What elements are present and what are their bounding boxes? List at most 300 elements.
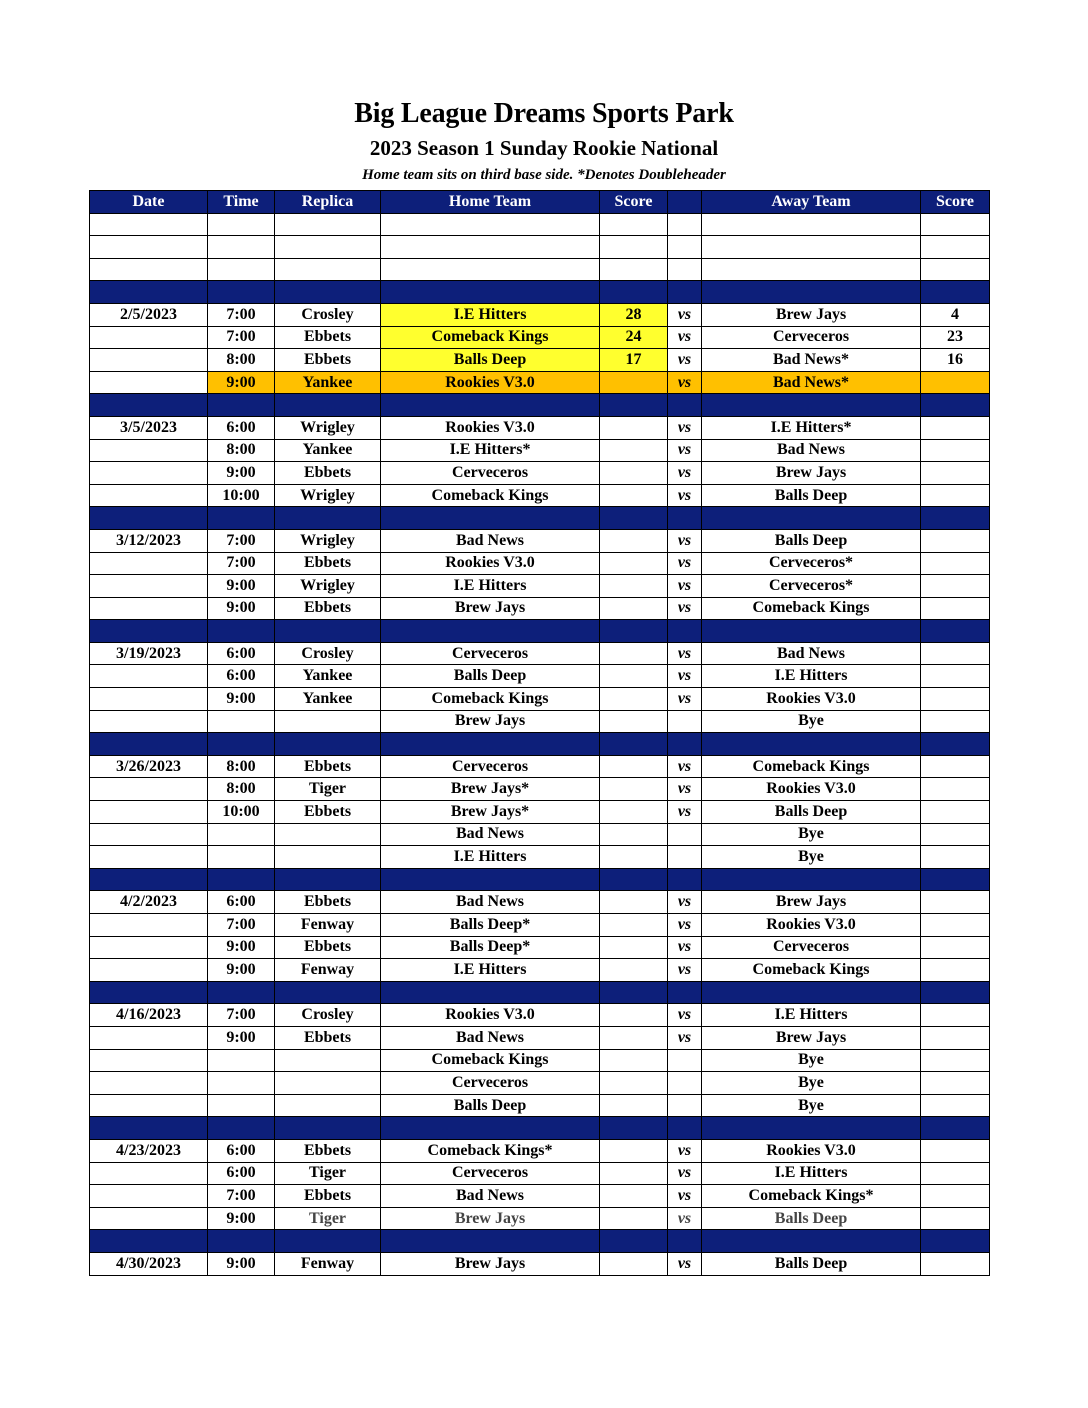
replica-cell [275, 1072, 381, 1095]
away-team-cell: Rookies V3.0 [702, 688, 921, 711]
vs-cell [668, 1117, 702, 1140]
game-row [90, 1072, 990, 1095]
time-cell: 7:00 [208, 326, 275, 349]
away-team-cell: Balls Deep [702, 801, 921, 824]
away-score-cell [921, 846, 990, 869]
home-team-cell: Bad News [381, 1026, 600, 1049]
game-row [90, 1004, 990, 1027]
game-row [90, 371, 990, 394]
vs-cell [668, 868, 702, 891]
home-team-cell: I.E Hitters [381, 575, 600, 598]
game-row [90, 575, 990, 598]
replica-cell: Wrigley [275, 484, 381, 507]
col-header-away-score: Score [921, 191, 990, 214]
away-team-cell: Bye [702, 1072, 921, 1095]
time-cell: 7:00 [208, 552, 275, 575]
replica-cell: Ebbets [275, 349, 381, 372]
date-cell [90, 959, 208, 982]
home-team-cell [381, 1230, 600, 1253]
replica-cell: Yankee [275, 688, 381, 711]
vs-cell: vs [668, 755, 702, 778]
replica-cell [275, 1230, 381, 1253]
away-team-cell [702, 1117, 921, 1140]
replica-cell: Fenway [275, 1252, 381, 1275]
home-team-cell: Balls Deep [381, 665, 600, 688]
date-cell [90, 552, 208, 575]
away-score-cell [921, 868, 990, 891]
home-score-cell [600, 1026, 668, 1049]
home-score-cell [600, 868, 668, 891]
vs-cell: vs [668, 462, 702, 485]
week-separator [90, 281, 990, 304]
time-cell [208, 981, 275, 1004]
game-row [90, 642, 990, 665]
time-cell: 9:00 [208, 575, 275, 598]
away-score-cell [921, 891, 990, 914]
date-cell [90, 462, 208, 485]
date-cell: 2/5/2023 [90, 303, 208, 326]
date-cell [90, 733, 208, 756]
away-score-cell [921, 1162, 990, 1185]
vs-cell: vs [668, 1004, 702, 1027]
home-score-cell [600, 1230, 668, 1253]
home-score-cell [600, 1207, 668, 1230]
replica-cell [275, 507, 381, 530]
date-cell [90, 823, 208, 846]
vs-cell: vs [668, 439, 702, 462]
away-team-cell: Brew Jays [702, 1026, 921, 1049]
time-cell: 9:00 [208, 1207, 275, 1230]
away-team-cell: Bye [702, 846, 921, 869]
time-cell: 9:00 [208, 371, 275, 394]
date-cell: 4/23/2023 [90, 1139, 208, 1162]
vs-cell: vs [668, 936, 702, 959]
date-cell [90, 236, 208, 259]
away-score-cell [921, 575, 990, 598]
time-cell: 9:00 [208, 1252, 275, 1275]
vs-cell: vs [668, 1162, 702, 1185]
game-row [90, 1094, 990, 1117]
home-team-cell: Comeback Kings [381, 326, 600, 349]
week-separator [90, 394, 990, 417]
game-row [90, 1049, 990, 1072]
home-team-cell: Cerveceros [381, 1162, 600, 1185]
time-cell [208, 868, 275, 891]
vs-cell [668, 1230, 702, 1253]
away-score-cell [921, 620, 990, 643]
away-score-cell [921, 778, 990, 801]
away-team-cell [702, 236, 921, 259]
home-team-cell [381, 394, 600, 417]
replica-cell: Yankee [275, 439, 381, 462]
home-team-cell: Bad News [381, 823, 600, 846]
blank-row [90, 236, 990, 259]
home-team-cell [381, 281, 600, 304]
date-cell: 4/2/2023 [90, 891, 208, 914]
replica-cell: Wrigley [275, 416, 381, 439]
header-row [90, 191, 990, 214]
time-cell: 6:00 [208, 1139, 275, 1162]
replica-cell [275, 236, 381, 259]
replica-cell [275, 981, 381, 1004]
away-score-cell [921, 1185, 990, 1208]
vs-cell [668, 258, 702, 281]
date-cell: 4/16/2023 [90, 1004, 208, 1027]
away-score-cell [921, 688, 990, 711]
vs-cell: vs [668, 303, 702, 326]
game-row [90, 778, 990, 801]
time-cell: 6:00 [208, 642, 275, 665]
away-team-cell: Brew Jays [702, 462, 921, 485]
home-team-cell: Brew Jays* [381, 778, 600, 801]
home-team-cell [381, 258, 600, 281]
home-team-cell: Brew Jays [381, 710, 600, 733]
home-score-cell [600, 1252, 668, 1275]
home-score-cell [600, 529, 668, 552]
home-team-cell: I.E Hitters* [381, 439, 600, 462]
week-separator [90, 733, 990, 756]
home-team-cell [381, 213, 600, 236]
home-score-cell: 24 [600, 326, 668, 349]
time-cell: 9:00 [208, 462, 275, 485]
away-score-cell [921, 959, 990, 982]
home-score-cell [600, 394, 668, 417]
home-score-cell [600, 778, 668, 801]
home-score-cell [600, 959, 668, 982]
away-score-cell [921, 1117, 990, 1140]
replica-cell [275, 710, 381, 733]
replica-cell: Wrigley [275, 575, 381, 598]
time-cell: 10:00 [208, 801, 275, 824]
game-row [90, 755, 990, 778]
home-score-cell [600, 688, 668, 711]
date-cell [90, 575, 208, 598]
away-score-cell [921, 755, 990, 778]
home-score-cell [600, 914, 668, 937]
away-score-cell [921, 665, 990, 688]
home-team-cell: Cerveceros [381, 755, 600, 778]
away-score-cell [921, 710, 990, 733]
date-cell: 3/26/2023 [90, 755, 208, 778]
away-team-cell: Brew Jays [702, 891, 921, 914]
home-score-cell [600, 620, 668, 643]
week-separator [90, 507, 990, 530]
replica-cell [275, 868, 381, 891]
home-score-cell [600, 462, 668, 485]
away-team-cell: Bad News* [702, 371, 921, 394]
replica-cell [275, 846, 381, 869]
replica-cell [275, 1049, 381, 1072]
game-row [90, 1252, 990, 1275]
away-score-cell [921, 733, 990, 756]
time-cell: 8:00 [208, 778, 275, 801]
away-team-cell: Cerveceros* [702, 552, 921, 575]
date-cell [90, 665, 208, 688]
vs-cell: vs [668, 484, 702, 507]
home-score-cell [600, 1004, 668, 1027]
away-score-cell [921, 823, 990, 846]
home-score-cell [600, 371, 668, 394]
away-score-cell [921, 416, 990, 439]
vs-cell [668, 394, 702, 417]
home-score-cell [600, 281, 668, 304]
col-header-away-team: Away Team [702, 191, 921, 214]
vs-cell: vs [668, 1252, 702, 1275]
replica-cell: Ebbets [275, 552, 381, 575]
home-score-cell: 28 [600, 303, 668, 326]
replica-cell: Fenway [275, 914, 381, 937]
away-score-cell [921, 213, 990, 236]
date-cell: 4/30/2023 [90, 1252, 208, 1275]
doubleheader-note: Home team sits on third base side. *Denotes Doubleheader [362, 167, 726, 183]
home-team-cell: I.E Hitters [381, 303, 600, 326]
away-score-cell [921, 914, 990, 937]
date-cell [90, 213, 208, 236]
vs-cell [668, 1094, 702, 1117]
away-team-cell: Rookies V3.0 [702, 1139, 921, 1162]
vs-cell [668, 507, 702, 530]
away-team-cell: Balls Deep [702, 1207, 921, 1230]
replica-cell [275, 258, 381, 281]
vs-cell [668, 733, 702, 756]
replica-cell: Ebbets [275, 936, 381, 959]
away-score-cell [921, 642, 990, 665]
date-cell [90, 258, 208, 281]
home-team-cell: I.E Hitters [381, 846, 600, 869]
game-row [90, 416, 990, 439]
time-cell [208, 281, 275, 304]
away-score-cell [921, 597, 990, 620]
away-team-cell: Bad News [702, 642, 921, 665]
away-score-cell [921, 236, 990, 259]
home-score-cell [600, 801, 668, 824]
col-header-replica: Replica [275, 191, 381, 214]
home-score-cell [600, 507, 668, 530]
date-cell [90, 371, 208, 394]
time-cell: 7:00 [208, 303, 275, 326]
vs-cell [668, 620, 702, 643]
vs-cell: vs [668, 778, 702, 801]
home-score-cell: 17 [600, 349, 668, 372]
vs-cell [668, 1072, 702, 1095]
away-score-cell [921, 1004, 990, 1027]
home-team-cell [381, 1117, 600, 1140]
time-cell: 7:00 [208, 914, 275, 937]
home-team-cell: Rookies V3.0 [381, 1004, 600, 1027]
away-team-cell [702, 733, 921, 756]
time-cell: 7:00 [208, 1185, 275, 1208]
game-row [90, 1185, 990, 1208]
time-cell: 9:00 [208, 597, 275, 620]
replica-cell: Ebbets [275, 1026, 381, 1049]
col-header-home-team: Home Team [381, 191, 600, 214]
time-cell [208, 710, 275, 733]
away-score-cell [921, 552, 990, 575]
away-team-cell: Cerveceros* [702, 575, 921, 598]
replica-cell: Ebbets [275, 462, 381, 485]
date-cell [90, 1185, 208, 1208]
date-cell [90, 349, 208, 372]
home-score-cell [600, 439, 668, 462]
time-cell [208, 394, 275, 417]
game-row [90, 891, 990, 914]
time-cell [208, 236, 275, 259]
time-cell: 7:00 [208, 1004, 275, 1027]
away-team-cell: Rookies V3.0 [702, 778, 921, 801]
replica-cell: Ebbets [275, 755, 381, 778]
replica-cell: Yankee [275, 665, 381, 688]
vs-cell [668, 710, 702, 733]
week-separator [90, 981, 990, 1004]
away-team-cell: Comeback Kings [702, 597, 921, 620]
replica-cell [275, 733, 381, 756]
vs-cell: vs [668, 326, 702, 349]
game-row [90, 914, 990, 937]
game-row [90, 801, 990, 824]
page-subtitle: 2023 Season 1 Sunday Rookie National [369, 136, 719, 160]
time-cell [208, 620, 275, 643]
date-cell [90, 868, 208, 891]
date-cell [90, 1117, 208, 1140]
schedule-body [90, 213, 990, 1275]
home-team-cell [381, 620, 600, 643]
time-cell [208, 846, 275, 869]
vs-cell: vs [668, 642, 702, 665]
away-score-cell [921, 1026, 990, 1049]
home-score-cell [600, 213, 668, 236]
time-cell [208, 733, 275, 756]
home-team-cell [381, 981, 600, 1004]
away-team-cell: Cerveceros [702, 326, 921, 349]
away-score-cell [921, 1230, 990, 1253]
away-team-cell: Comeback Kings* [702, 1185, 921, 1208]
away-team-cell: Bye [702, 1094, 921, 1117]
col-header-time: Time [208, 191, 275, 214]
col-header-vs [668, 191, 702, 214]
time-cell: 9:00 [208, 959, 275, 982]
date-cell [90, 507, 208, 530]
date-cell [90, 1026, 208, 1049]
vs-cell: vs [668, 371, 702, 394]
date-cell [90, 597, 208, 620]
vs-cell [668, 981, 702, 1004]
home-score-cell [600, 484, 668, 507]
date-cell [90, 778, 208, 801]
away-team-cell: Comeback Kings [702, 959, 921, 982]
vs-cell [668, 213, 702, 236]
replica-cell [275, 1094, 381, 1117]
home-score-cell [600, 1072, 668, 1095]
vs-cell: vs [668, 1185, 702, 1208]
home-team-cell: Brew Jays* [381, 801, 600, 824]
vs-cell: vs [668, 575, 702, 598]
time-cell [208, 1072, 275, 1095]
game-row [90, 303, 990, 326]
home-score-cell [600, 1139, 668, 1162]
away-team-cell: Bye [702, 1049, 921, 1072]
time-cell [208, 1230, 275, 1253]
home-score-cell [600, 642, 668, 665]
away-score-cell [921, 439, 990, 462]
time-cell: 6:00 [208, 665, 275, 688]
home-score-cell [600, 846, 668, 869]
date-cell [90, 1230, 208, 1253]
home-score-cell [600, 1162, 668, 1185]
game-row [90, 349, 990, 372]
time-cell: 9:00 [208, 1026, 275, 1049]
game-row [90, 462, 990, 485]
time-cell: 8:00 [208, 349, 275, 372]
week-separator [90, 868, 990, 891]
time-cell: 9:00 [208, 936, 275, 959]
game-row [90, 529, 990, 552]
game-row [90, 1207, 990, 1230]
vs-cell [668, 281, 702, 304]
home-team-cell: Bad News [381, 529, 600, 552]
home-score-cell [600, 1049, 668, 1072]
time-cell: 6:00 [208, 891, 275, 914]
vs-cell: vs [668, 597, 702, 620]
time-cell [208, 1049, 275, 1072]
time-cell [208, 258, 275, 281]
home-team-cell [381, 507, 600, 530]
home-score-cell [600, 597, 668, 620]
date-cell [90, 688, 208, 711]
time-cell: 8:00 [208, 755, 275, 778]
time-cell: 6:00 [208, 1162, 275, 1185]
time-cell: 8:00 [208, 439, 275, 462]
away-score-cell [921, 1094, 990, 1117]
date-cell [90, 846, 208, 869]
vs-cell: vs [668, 914, 702, 937]
replica-cell: Wrigley [275, 529, 381, 552]
away-team-cell: Bad News* [702, 349, 921, 372]
date-cell [90, 981, 208, 1004]
home-team-cell: Comeback Kings [381, 484, 600, 507]
home-score-cell [600, 755, 668, 778]
replica-cell: Crosley [275, 642, 381, 665]
game-row [90, 1162, 990, 1185]
away-team-cell: Bye [702, 710, 921, 733]
game-row [90, 1026, 990, 1049]
vs-cell: vs [668, 1139, 702, 1162]
date-cell [90, 801, 208, 824]
time-cell [208, 507, 275, 530]
away-team-cell [702, 258, 921, 281]
date-cell [90, 281, 208, 304]
time-cell: 10:00 [208, 484, 275, 507]
vs-cell: vs [668, 665, 702, 688]
away-score-cell [921, 484, 990, 507]
home-team-cell: Balls Deep [381, 1094, 600, 1117]
replica-cell [275, 281, 381, 304]
home-score-cell [600, 416, 668, 439]
vs-cell: vs [668, 688, 702, 711]
vs-cell [668, 1049, 702, 1072]
replica-cell: Ebbets [275, 597, 381, 620]
replica-cell: Ebbets [275, 1139, 381, 1162]
replica-cell: Crosley [275, 1004, 381, 1027]
away-score-cell [921, 529, 990, 552]
home-team-cell: Comeback Kings [381, 1049, 600, 1072]
replica-cell: Tiger [275, 1162, 381, 1185]
vs-cell [668, 236, 702, 259]
away-score-cell [921, 801, 990, 824]
home-score-cell [600, 575, 668, 598]
time-cell: 9:00 [208, 688, 275, 711]
game-row [90, 552, 990, 575]
home-team-cell [381, 236, 600, 259]
